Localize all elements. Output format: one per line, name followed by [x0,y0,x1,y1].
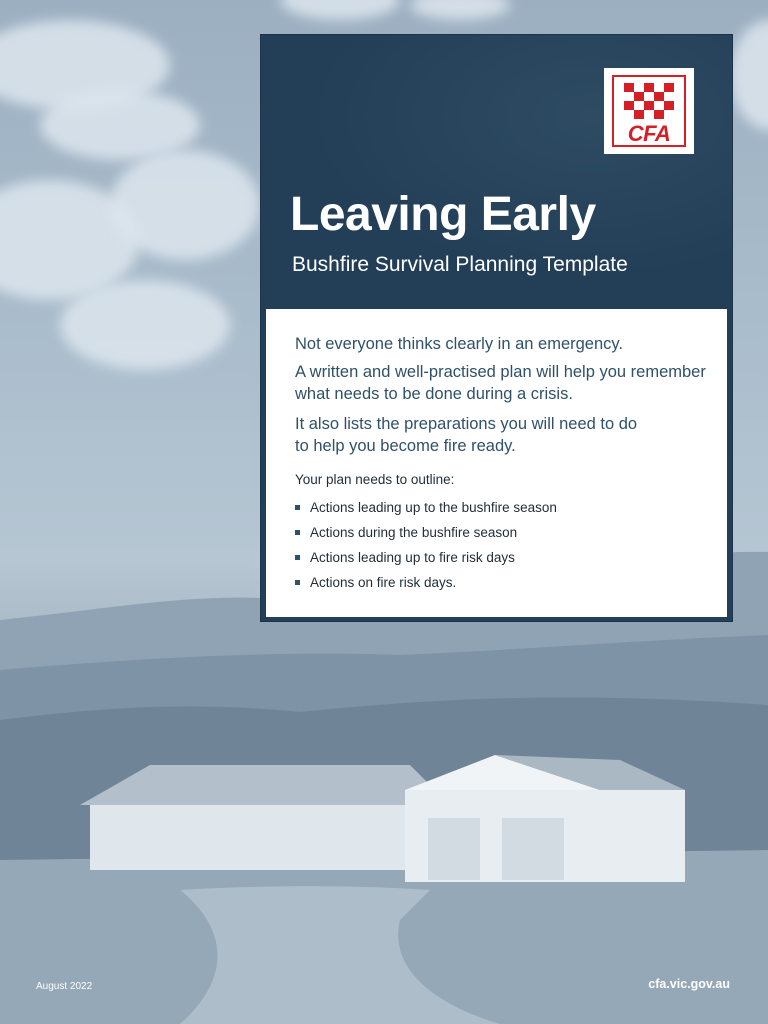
intro-paragraph-1: Not everyone thinks clearly in an emergency. [295,335,624,353]
list-item: Actions during the bushfire season [295,524,557,549]
logo-text: CFA [627,121,671,146]
cfa-logo [604,68,694,154]
outline-label: Your plan needs to outline: [295,472,455,487]
title-panel [260,34,733,622]
intro-card [266,309,727,617]
intro-paragraph-3: It also lists the preparations you will need to do to help you become fire ready. [295,415,638,455]
page-subtitle: Bushfire Survival Planning Template [292,253,628,276]
bullet-icon [295,505,300,510]
list-item: Actions leading up to the bushfire season [295,499,557,524]
bullet-icon [295,580,300,585]
list-item: Actions on fire risk days. [295,574,557,599]
bullet-icon [295,555,300,560]
website-link[interactable]: cfa.vic.gov.au [648,977,730,991]
publication-date: August 2022 [36,981,93,992]
page-title: Leaving Early [290,188,596,241]
outline-list [295,499,557,599]
list-item: Actions leading up to fire risk days [295,549,557,574]
bullet-icon [295,530,300,535]
intro-paragraph-2: A written and well-practised plan will help you remember what needs to be done during a crisis. [295,363,706,403]
checker-flag-icon [614,81,684,121]
